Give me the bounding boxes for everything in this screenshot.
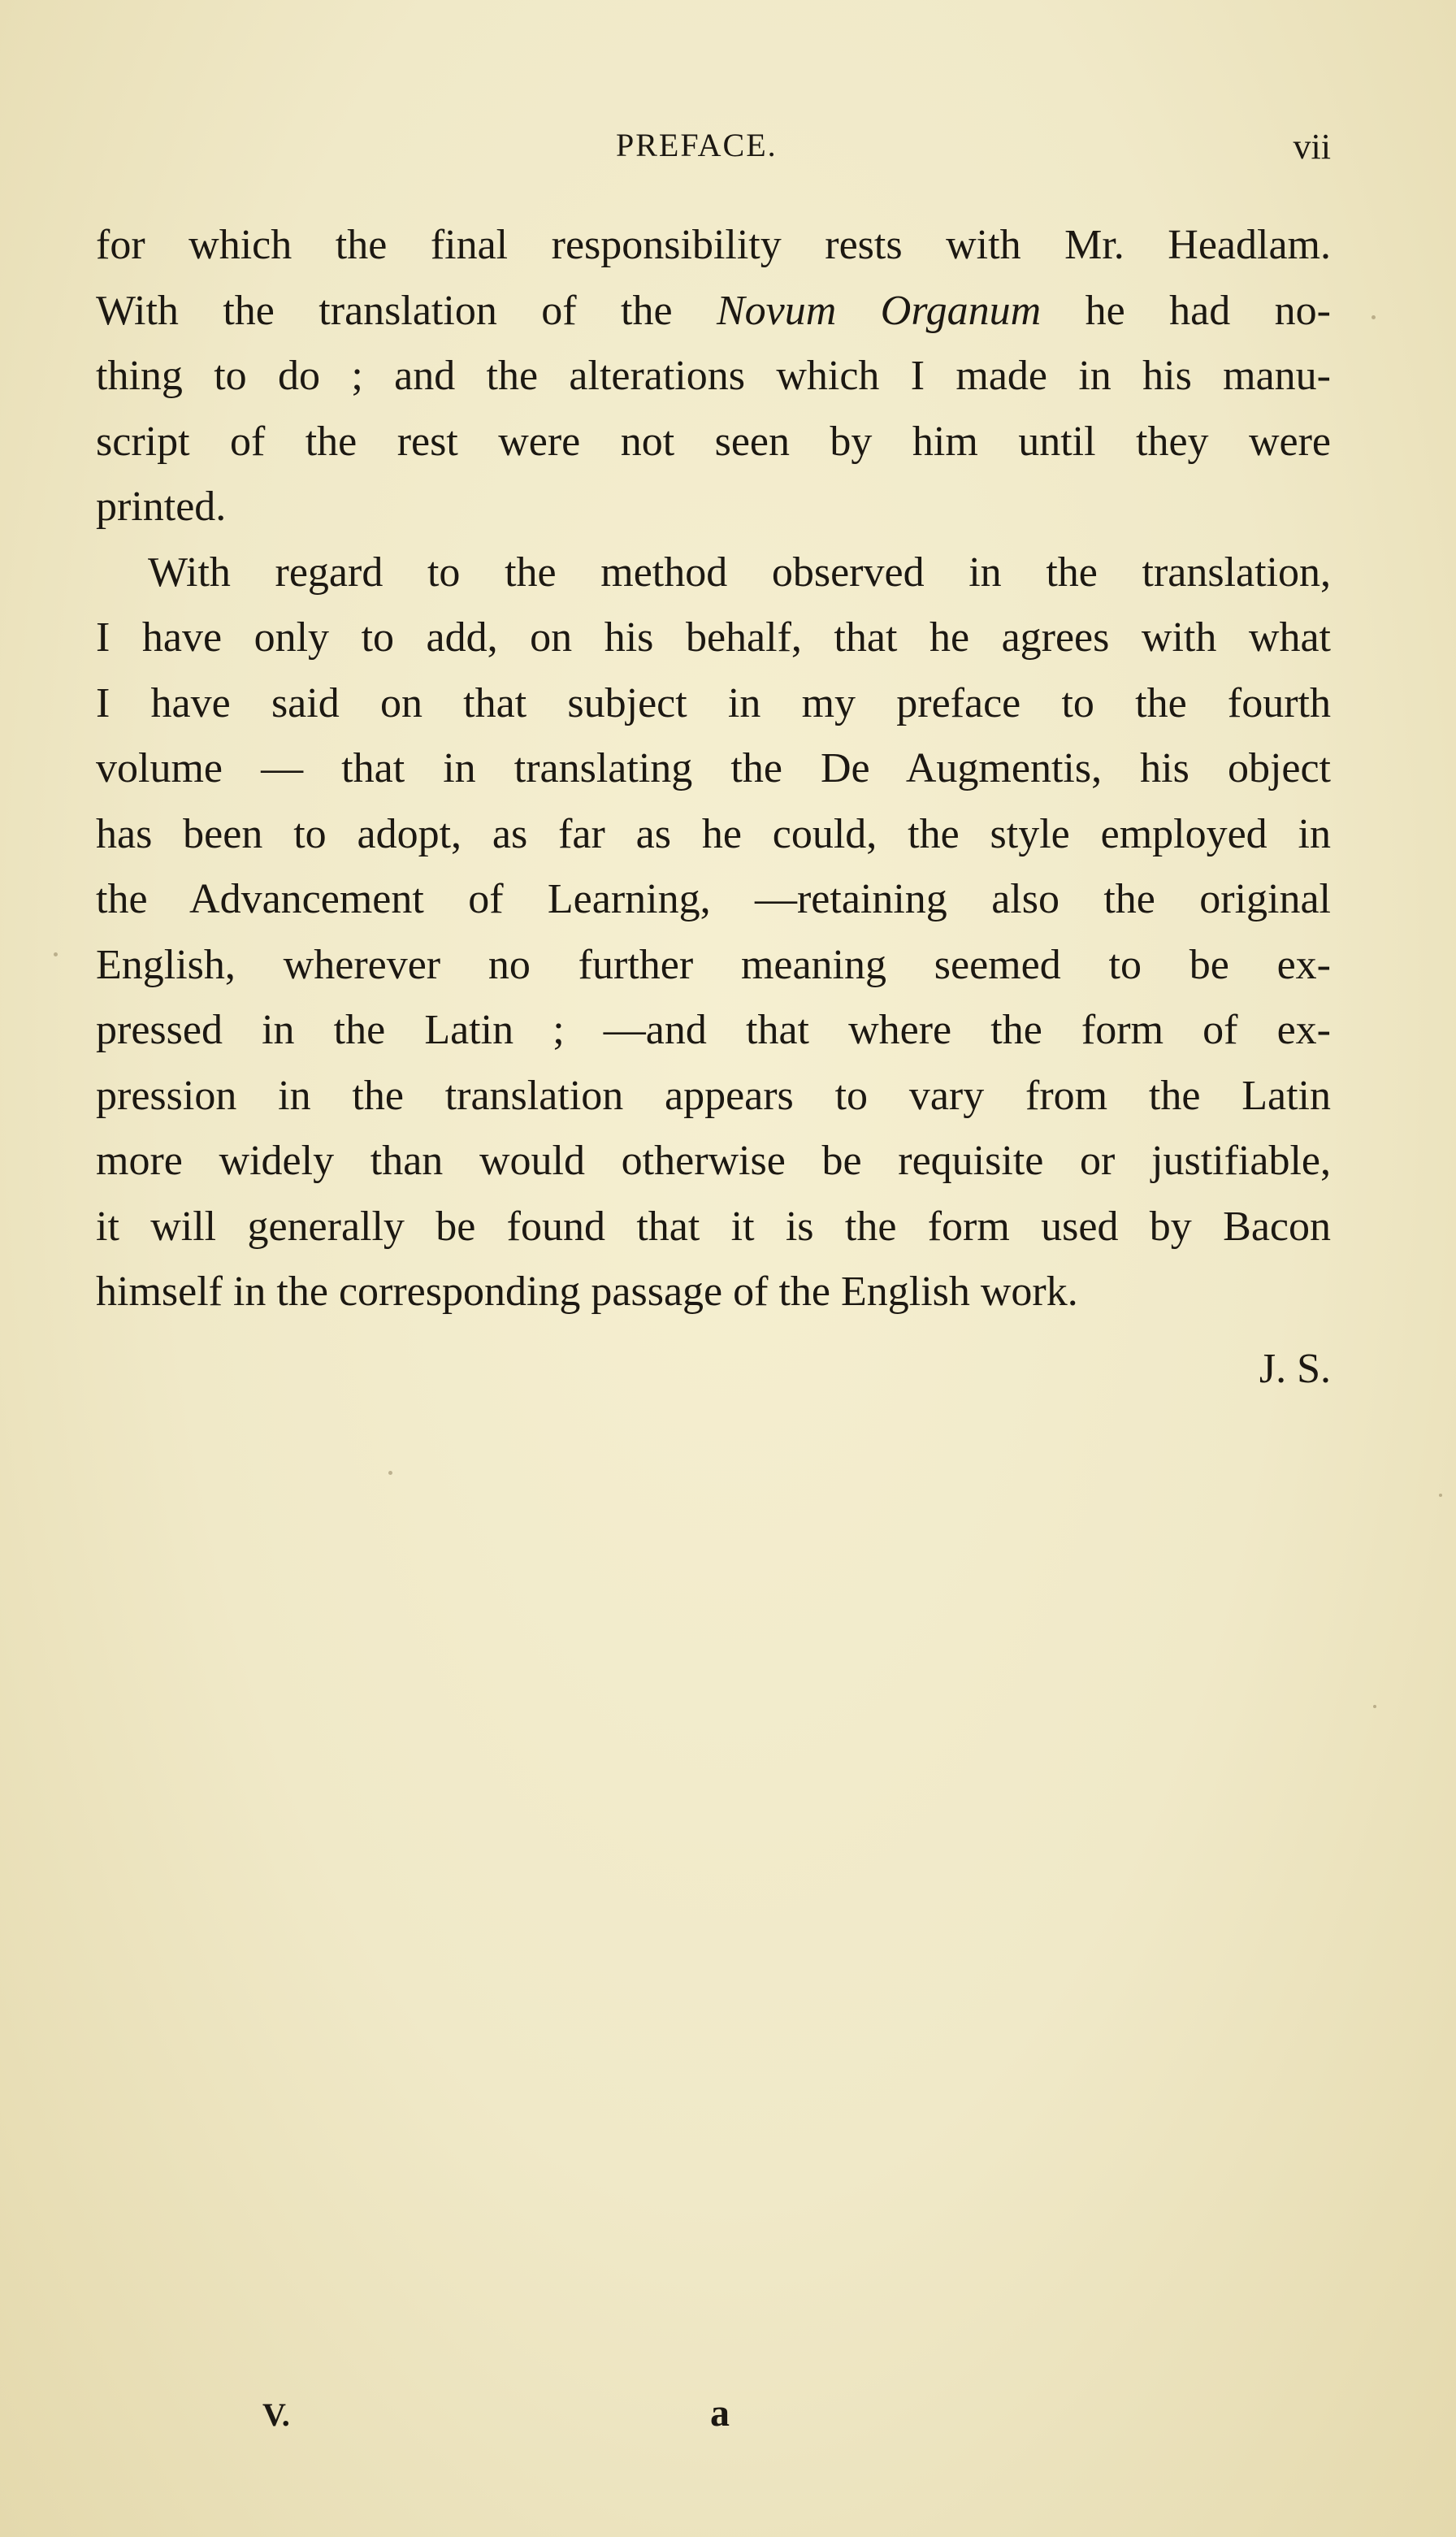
page-header: [96, 126, 1331, 167]
volume-mark: V.: [262, 2396, 290, 2433]
italic-title: Novum Organum: [717, 287, 1042, 334]
text-line: pressed in the Latin ; —and that where the form of ex-: [96, 1007, 1331, 1053]
signature-initials: J. S.: [1259, 1346, 1331, 1392]
text-line-with-emphasis: With the translation of the Novum Organum he had no-: [96, 287, 1332, 334]
text-line: more widely than would otherwise be requisite or justifiable,: [96, 1138, 1331, 1184]
body-text: [96, 213, 1331, 1325]
text-line: script of the rest were not seen by him until they were: [96, 418, 1331, 465]
signature-mark: a: [710, 2392, 730, 2435]
text-line: I have only to add, on his behalf, that he agrees with what: [96, 614, 1331, 661]
text-line: thing to do ; and the alterations which I made in his manu-: [96, 353, 1331, 399]
text-line: for which the final responsibility rests with Mr. Headlam.: [96, 222, 1331, 268]
paper-speck: [1439, 1494, 1442, 1497]
text-line: printed.: [96, 484, 227, 530]
text-line: With regard to the method observed in the translation,: [148, 549, 1331, 596]
text-line: pression in the translation appears to vary from the Latin: [96, 1072, 1331, 1119]
text-line: has been to adopt, as far as he could, the style employed in: [96, 810, 1331, 857]
paper-speck: [1372, 315, 1376, 319]
text-line: English, wherever no further meaning seemed to be ex-: [96, 941, 1331, 988]
paper-speck: [388, 1471, 392, 1475]
text-line: himself in the corresponding passage of the English work.: [96, 1268, 1078, 1315]
show-through-text: [244, 1828, 255, 1867]
text-line: volume — that in translating the De Augmentis, his object: [96, 745, 1331, 791]
text-line: the Advancement of Learning, —retaining also the original: [96, 876, 1331, 922]
paper-speck: [54, 952, 58, 956]
paper-speck: [1373, 1705, 1376, 1708]
text-line: it will generally be found that it is the form used by Bacon: [96, 1203, 1331, 1250]
running-head: PREFACE.: [616, 127, 778, 163]
page-number: vii: [1293, 127, 1331, 167]
text-line: I have said on that subject in my preface to the fourth: [96, 679, 1331, 726]
